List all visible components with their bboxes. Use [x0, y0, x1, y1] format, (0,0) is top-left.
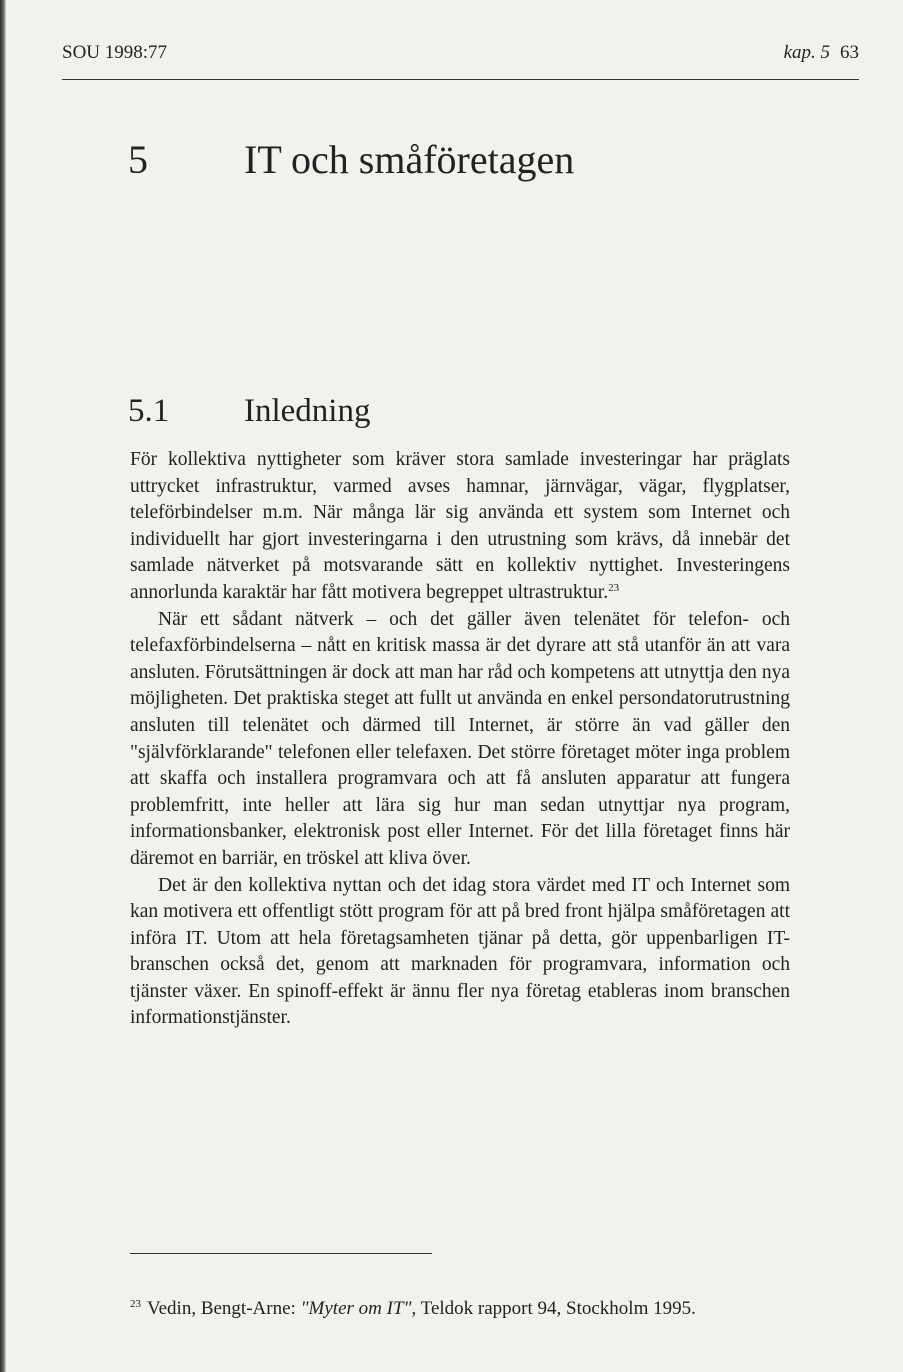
chapter-reference: kap. 5 — [783, 42, 830, 63]
paragraph-2: När ett sådant nätverk – och det gäller även telenätet för telefon- och telefaxförbindelserna – nått en kritisk massa är det dyrare att stå utanför än att vara ansluten. Förutsättningen är dock att man har råd och kompetens att utnyttja den nya möjligheten. Det praktiska steget att fullt ut använda en enkel persondatorutrustning ansluten till telenätet och därmed till Internet, är större än vad gäller den "självförklarande" telefonen eller telefaxen. Det större företaget möter inga problem att skaffa och installera programvara och att få ansluten apparatur att fungera problemfritt, inte heller att lära sig hur man sedan utnyttjar nya program, informationsbanker, elektronisk post eller Internet. För det lilla företaget finns här däremot en barriär, en tröskel att kliva över. — [130, 608, 790, 869]
section-heading — [128, 386, 370, 436]
chapter-title: IT och småföretagen — [244, 137, 575, 182]
footnote — [130, 1296, 850, 1322]
footnote-rule — [130, 1253, 432, 1254]
publication-reference: SOU 1998:77 — [62, 42, 168, 63]
header-rule — [62, 79, 859, 80]
footnote-title: "Myter om IT" — [300, 1298, 412, 1319]
footnote-number: 23 — [130, 1298, 141, 1310]
chapter-number: 5 — [128, 137, 148, 182]
footnote-author: Vedin, Bengt-Arne: — [147, 1298, 301, 1319]
section-number: 5.1 — [128, 393, 170, 429]
paragraph-3: Det är den kollektiva nyttan och det idag stora värdet med IT och Internet som kan motivera ett offentligt stött program för att på bred front hjälpa småföretagen att införa IT. Utom att hela företagsamheten tjänar på detta, gör uppenbarligen IT-branschen också det, genom att marknaden för programvara, information och tjänster växer. En spinoff-effekt är ännu fler nya företag etableras inom branschen informationstjänster. — [130, 874, 790, 1029]
body-text — [130, 447, 790, 1032]
chapter-heading — [128, 132, 574, 188]
chapter-page-reference — [784, 38, 859, 68]
paragraph-1 — [130, 447, 790, 607]
section-title: Inledning — [244, 393, 371, 429]
paragraph-1-text: För kollektiva nyttigheter som kräver stora samlade investeringar har präglats uttrycket infrastruktur, varmed avses hamnar, järnvägar, vägar, flygplatser, teleförbindelser m.m. När många lär sig använda ett system som Internet och individuellt har gjort investeringarna i den utrustning som krävs, då innebär det samlade nätverket på motsvarande sätt en kollektiv nyttighet. Investeringens annorlunda karaktär har fått motivera begreppet ultrastruktur. — [130, 449, 790, 603]
page-number: 63 — [840, 42, 859, 63]
running-header — [62, 38, 859, 68]
footnote-publication: , Teldok rapport 94, Stockholm 1995. — [411, 1298, 696, 1319]
page-binding-edge — [0, 0, 6, 1372]
footnote-reference[interactable]: 23 — [608, 581, 620, 594]
